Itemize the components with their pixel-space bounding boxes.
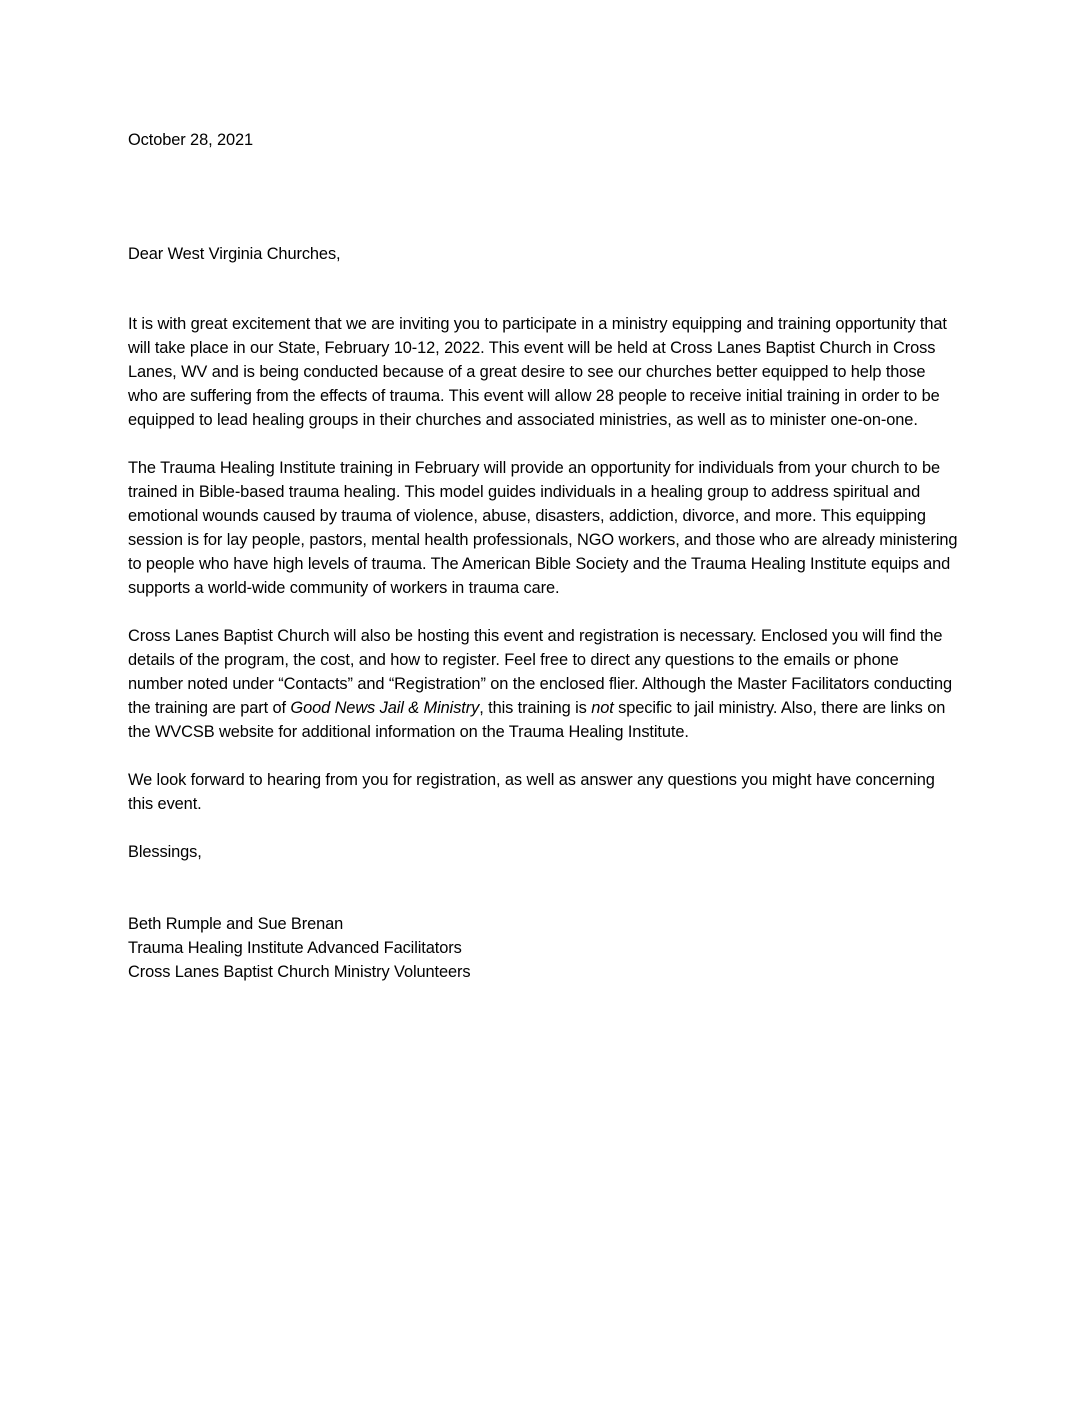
signature-organization: Cross Lanes Baptist Church Ministry Volunteers bbox=[128, 963, 471, 981]
letter bbox=[128, 128, 958, 981]
letter-date: October 28, 2021 bbox=[128, 131, 254, 149]
paragraph-registration bbox=[128, 624, 958, 744]
signature-title: Trauma Healing Institute Advanced Facilitators bbox=[128, 939, 462, 957]
signature-block bbox=[128, 912, 958, 984]
paragraph-closing-remarks: We look forward to hearing from you for registration, as well as answer any questions you might have concerning this event. bbox=[128, 771, 935, 813]
registration-text-1: Cross Lanes Baptist Church will also be hosting this event and registration is necessary. Enclosed you will find the details of the program, the cost, and how to register. Feel free to direct any questions to the emails or phone number noted under “Contacts” and “Registration” on the enclosed flier. Although the Master Facilitators conducting the training are part of bbox=[128, 627, 952, 717]
registration-text-3: specific to jail ministry. Also, there are links on the WVCSB website for additional information on the Trauma Healing Institute. bbox=[128, 699, 946, 741]
salutation: Dear West Virginia Churches, bbox=[128, 245, 341, 263]
paragraph-training: The Trauma Healing Institute training in February will provide an opportunity for individuals from your church to be trained in Bible-based trauma healing. This model guides individuals in a healing group to address spiritual and emotional wounds caused by trauma of violence, abuse, disasters, addiction, divorce, and more. This equipping session is for lay people, pastors, mental health professionals, NGO workers, and those who are already ministering to people who have high levels of trauma. The American Bible Society and the Trauma Healing Institute equips and supports a world-wide community of workers in trauma care. bbox=[128, 459, 958, 597]
letter-body bbox=[128, 312, 958, 984]
emphasis-not: not bbox=[591, 699, 614, 717]
closing: Blessings, bbox=[128, 843, 202, 861]
registration-text-2: , this training is bbox=[479, 699, 592, 717]
signature-names: Beth Rumple and Sue Brenan bbox=[128, 915, 344, 933]
ministry-name: Good News Jail & Ministry bbox=[290, 699, 480, 717]
paragraph-invitation: It is with great excitement that we are inviting you to participate in a ministry equipping and training opportunity that will take place in our State, February 10-12, 2022. This event will be held at Cross Lanes Baptist Church in Cross Lanes, WV and is being conducted because of a great desire to see our churches better equipped to help those who are suffering from the effects of trauma. This event will allow 28 people to receive initial training in order to be equipped to lead healing groups in their churches and associated ministries, as well as to minister one-on-one. bbox=[128, 315, 947, 429]
